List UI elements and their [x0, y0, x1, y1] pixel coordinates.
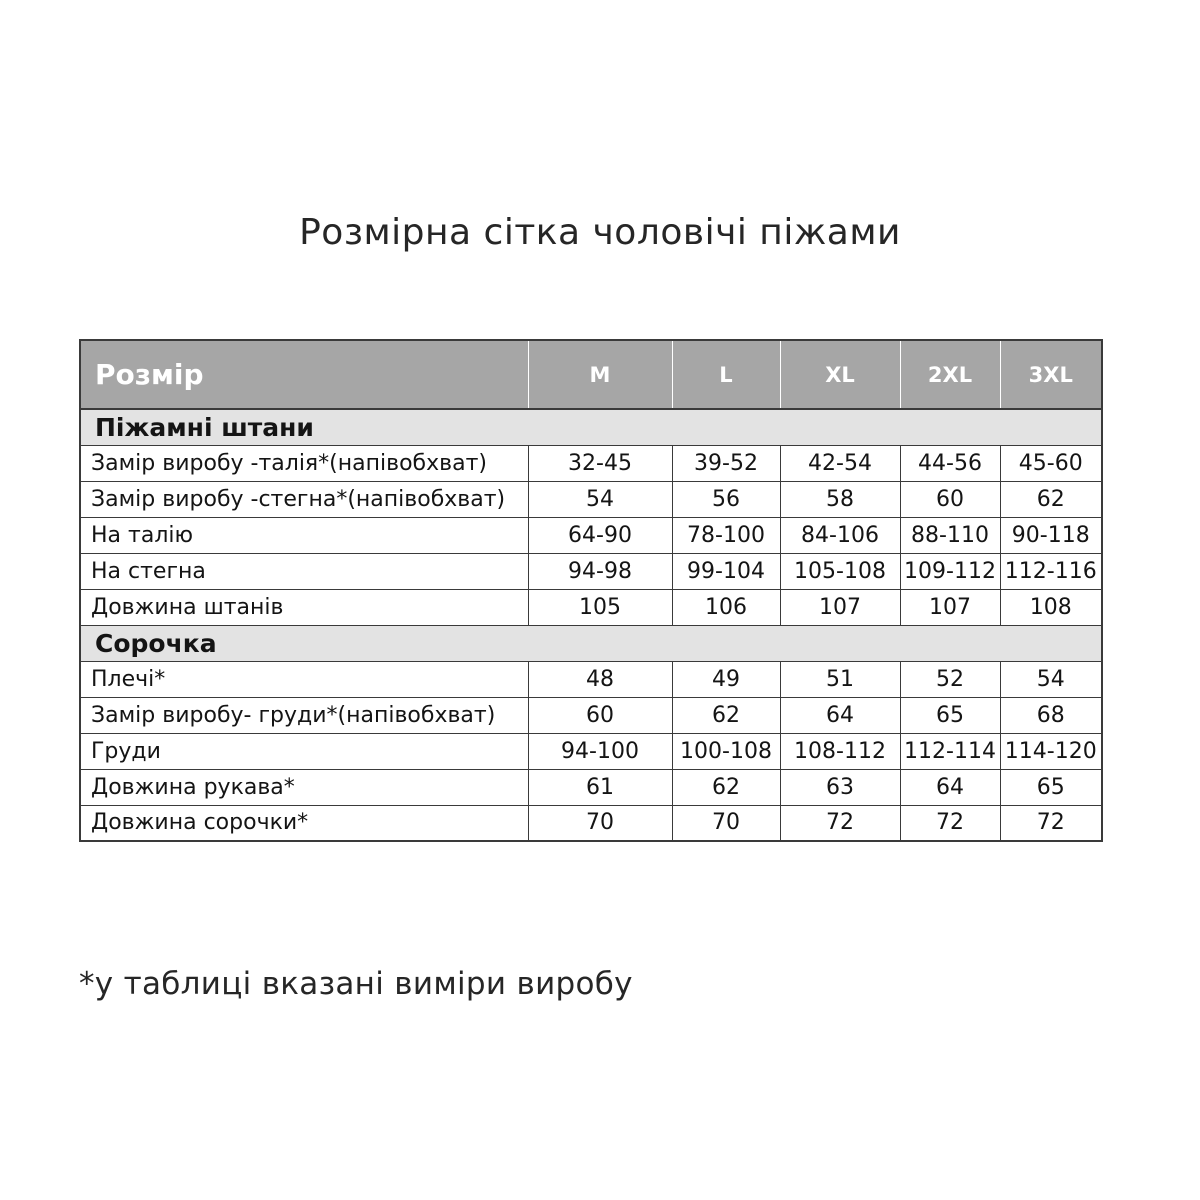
footnote: *у таблиці вказані виміри виробу — [79, 966, 633, 1002]
row-label: Замір виробу -талія*(напівобхват) — [80, 445, 528, 481]
section-title: Піжамні штани — [80, 409, 1102, 445]
row-label: Довжина сорочки* — [80, 805, 528, 841]
table-cell: 90-118 — [1000, 517, 1102, 553]
table-row — [80, 445, 1102, 481]
header-size-label: Розмір — [80, 340, 528, 409]
table-cell: 49 — [672, 661, 780, 697]
table-cell: 64 — [780, 697, 900, 733]
table-cell: 61 — [528, 769, 672, 805]
table-cell: 72 — [900, 805, 1000, 841]
table-row — [80, 553, 1102, 589]
table-cell: 48 — [528, 661, 672, 697]
table-cell: 105 — [528, 589, 672, 625]
table-cell: 112-116 — [1000, 553, 1102, 589]
table-cell: 62 — [672, 769, 780, 805]
row-label: Замір виробу- груди*(напівобхват) — [80, 697, 528, 733]
table-cell: 64-90 — [528, 517, 672, 553]
table-cell: 109-112 — [900, 553, 1000, 589]
table-cell: 60 — [900, 481, 1000, 517]
table-cell: 64 — [900, 769, 1000, 805]
table-cell: 70 — [528, 805, 672, 841]
table-cell: 105-108 — [780, 553, 900, 589]
table-cell: 54 — [1000, 661, 1102, 697]
row-label: Груди — [80, 733, 528, 769]
table-cell: 54 — [528, 481, 672, 517]
table-cell: 65 — [1000, 769, 1102, 805]
header-size-m: M — [528, 340, 672, 409]
header-size-xl: XL — [780, 340, 900, 409]
table-cell: 45-60 — [1000, 445, 1102, 481]
section-header-row — [80, 409, 1102, 445]
table-cell: 94-100 — [528, 733, 672, 769]
header-size-2xl: 2XL — [900, 340, 1000, 409]
row-label: Замір виробу -стегна*(напівобхват) — [80, 481, 528, 517]
row-label: Довжина рукава* — [80, 769, 528, 805]
size-chart-table — [79, 339, 1103, 842]
section-title: Сорочка — [80, 625, 1102, 661]
table-cell: 60 — [528, 697, 672, 733]
table-cell: 112-114 — [900, 733, 1000, 769]
table-cell: 65 — [900, 697, 1000, 733]
size-chart-body — [80, 340, 1102, 841]
row-label: Довжина штанів — [80, 589, 528, 625]
table-cell: 42-54 — [780, 445, 900, 481]
table-header-row — [80, 340, 1102, 409]
table-row — [80, 481, 1102, 517]
table-cell: 106 — [672, 589, 780, 625]
table-row — [80, 769, 1102, 805]
table-cell: 88-110 — [900, 517, 1000, 553]
table-cell: 62 — [1000, 481, 1102, 517]
table-cell: 72 — [1000, 805, 1102, 841]
table-cell: 100-108 — [672, 733, 780, 769]
table-cell: 107 — [900, 589, 1000, 625]
table-cell: 62 — [672, 697, 780, 733]
table-cell: 94-98 — [528, 553, 672, 589]
header-size-l: L — [672, 340, 780, 409]
table-cell: 39-52 — [672, 445, 780, 481]
section-header-row — [80, 625, 1102, 661]
table-cell: 56 — [672, 481, 780, 517]
table-cell: 107 — [780, 589, 900, 625]
table-cell: 114-120 — [1000, 733, 1102, 769]
table-cell: 63 — [780, 769, 900, 805]
table-cell: 32-45 — [528, 445, 672, 481]
row-label: Плечі* — [80, 661, 528, 697]
table-cell: 70 — [672, 805, 780, 841]
row-label: На талію — [80, 517, 528, 553]
table-cell: 52 — [900, 661, 1000, 697]
table-cell: 78-100 — [672, 517, 780, 553]
row-label: На стегна — [80, 553, 528, 589]
table-row — [80, 517, 1102, 553]
table-row — [80, 589, 1102, 625]
table-cell: 108 — [1000, 589, 1102, 625]
table-cell: 44-56 — [900, 445, 1000, 481]
table-cell: 68 — [1000, 697, 1102, 733]
header-size-3xl: 3XL — [1000, 340, 1102, 409]
table-cell: 51 — [780, 661, 900, 697]
table-cell: 58 — [780, 481, 900, 517]
table-cell: 108-112 — [780, 733, 900, 769]
table-row — [80, 805, 1102, 841]
table-row — [80, 697, 1102, 733]
table-cell: 72 — [780, 805, 900, 841]
page-title: Розмірна сітка чоловічі піжами — [299, 212, 901, 253]
table-row — [80, 733, 1102, 769]
table-cell: 84-106 — [780, 517, 900, 553]
table-cell: 99-104 — [672, 553, 780, 589]
table-row — [80, 661, 1102, 697]
